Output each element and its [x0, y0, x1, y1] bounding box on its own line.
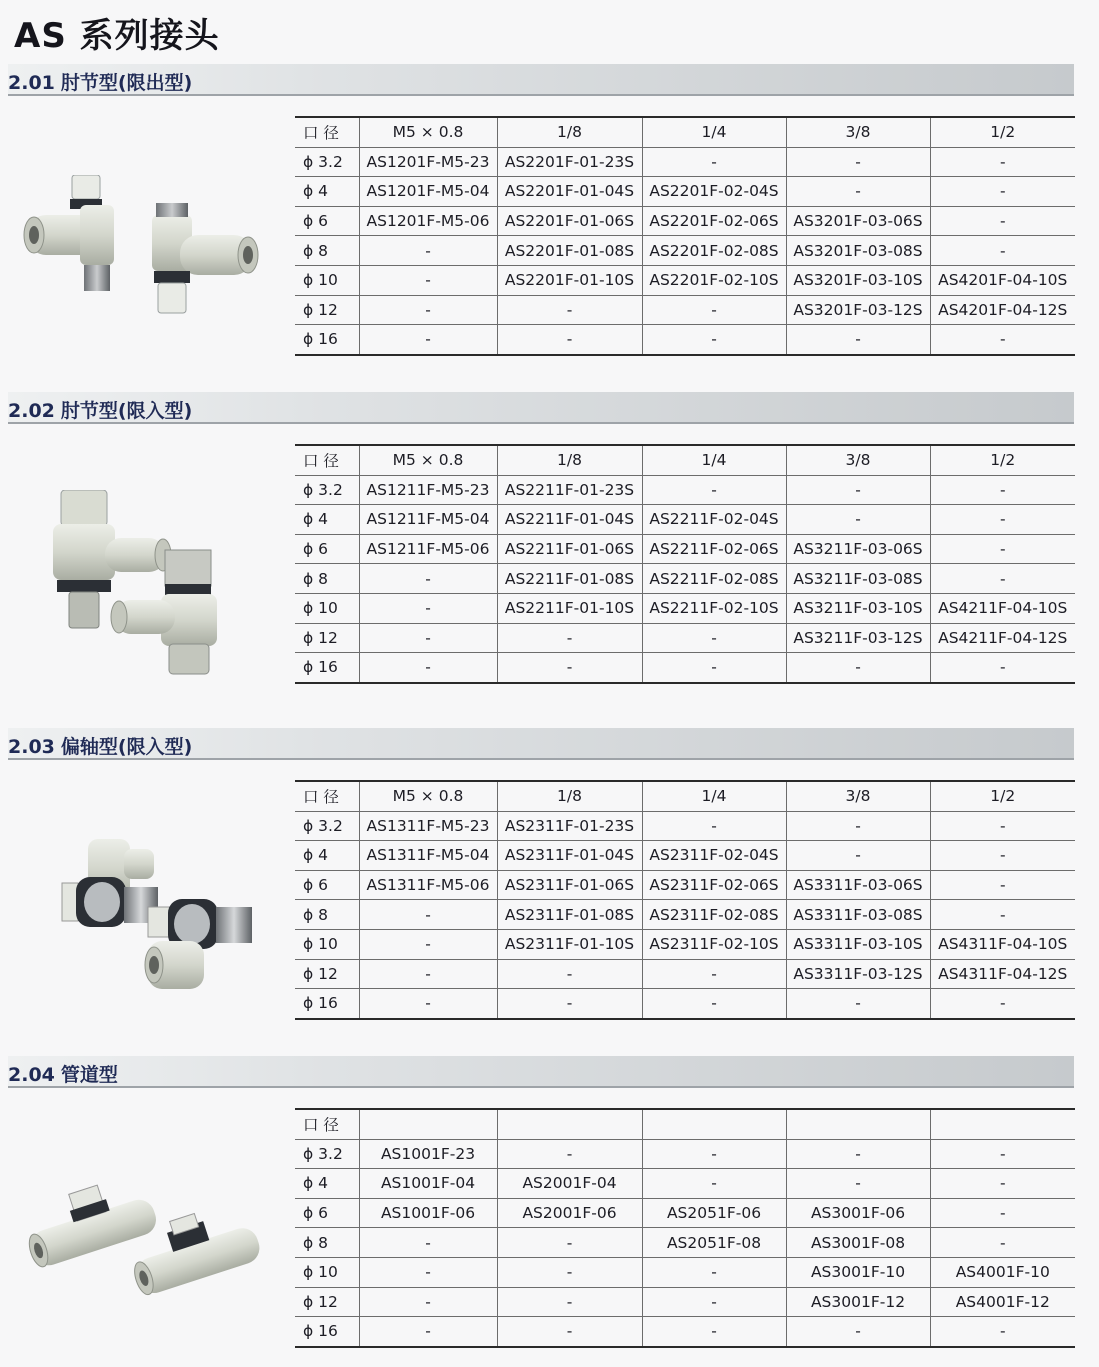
table-cell: - [642, 1169, 786, 1199]
table-cell: AS4201F-04-12S [930, 295, 1075, 325]
table-cell: - [359, 1287, 497, 1317]
table-cell: ϕ 3.2 [295, 1139, 359, 1169]
table-cell: - [359, 653, 497, 683]
table-cell: - [930, 900, 1075, 930]
table-cell: - [642, 1139, 786, 1169]
table-cell: - [930, 206, 1075, 236]
table-cell: ϕ 10 [295, 593, 359, 623]
table-cell: - [642, 325, 786, 355]
table-cell: AS1311F-M5-23 [359, 811, 497, 841]
table-cell: - [786, 653, 930, 683]
section-title [8, 68, 192, 95]
table-row [295, 929, 1075, 959]
table-cell: - [642, 1257, 786, 1287]
table-cell: ϕ 4 [295, 177, 359, 207]
table-cell: - [786, 325, 930, 355]
table-row [295, 593, 1075, 623]
table-cell: - [642, 475, 786, 505]
header-cell [930, 1109, 1075, 1139]
table-cell: - [497, 623, 642, 653]
table-cell: - [930, 841, 1075, 871]
page-title: AS 系列接头 [14, 16, 220, 56]
header-cell: 1/4 [642, 445, 786, 475]
table-cell: AS2201F-02-06S [642, 206, 786, 236]
section-name: 管道型 [60, 1064, 118, 1086]
table-cell: AS2001F-06 [497, 1198, 642, 1228]
table-cell: ϕ 6 [295, 870, 359, 900]
table-cell: AS4311F-04-12S [930, 959, 1075, 989]
table-row [295, 295, 1075, 325]
table-row [295, 1169, 1075, 1199]
table-cell: - [642, 653, 786, 683]
table-row [295, 475, 1075, 505]
table-cell: AS2211F-02-08S [642, 564, 786, 594]
section-name: 肘节型(限入型) [60, 400, 193, 422]
table-cell: AS3311F-03-10S [786, 929, 930, 959]
table-cell: AS4211F-04-10S [930, 593, 1075, 623]
section-name: 肘节型(限出型) [60, 72, 193, 94]
table-cell: ϕ 4 [295, 841, 359, 871]
table-cell: AS1211F-M5-04 [359, 505, 497, 535]
header-cell: 1/8 [497, 117, 642, 147]
table-cell: AS3201F-03-12S [786, 295, 930, 325]
table-cell: - [786, 1169, 930, 1199]
table-cell: - [359, 325, 497, 355]
table-cell: ϕ 10 [295, 265, 359, 295]
header-cell [642, 1109, 786, 1139]
section-title [8, 732, 192, 759]
table-cell: ϕ 10 [295, 1257, 359, 1287]
table-cell: - [497, 1317, 642, 1347]
table-row [295, 959, 1075, 989]
table-cell: AS2211F-01-08S [497, 564, 642, 594]
table-cell: - [930, 236, 1075, 266]
table-cell: - [930, 177, 1075, 207]
section-title [8, 396, 192, 423]
table-cell: ϕ 16 [303, 994, 338, 1013]
table-cell: - [786, 989, 930, 1019]
table-row [295, 325, 1075, 355]
table-cell: AS3311F-03-06S [786, 870, 930, 900]
header-cell: 1/2 [930, 781, 1075, 811]
table-cell: AS2201F-01-23S [497, 147, 642, 177]
table-cell: AS2201F-01-10S [497, 265, 642, 295]
table-row [295, 989, 1075, 1019]
table-row [295, 870, 1075, 900]
spec-table-2-04 [295, 1108, 1075, 1348]
table-cell: - [497, 1228, 642, 1258]
table-cell: - [786, 1139, 930, 1169]
table-row [295, 1287, 1075, 1317]
header-cell [359, 1109, 497, 1139]
table-cell: - [786, 147, 930, 177]
header-cell: 1/8 [497, 781, 642, 811]
table-header-row [295, 117, 1075, 147]
table-cell: AS2201F-01-08S [497, 236, 642, 266]
table-cell: AS3211F-03-10S [786, 593, 930, 623]
header-cell: 口 径 [295, 445, 359, 475]
section-number: 2.03 [8, 736, 55, 758]
table-row [295, 1139, 1075, 1169]
table-cell: AS3201F-03-08S [786, 236, 930, 266]
table-header-row [295, 1109, 1075, 1139]
table-cell: - [786, 841, 930, 871]
section-name: 偏轴型(限入型) [60, 736, 193, 758]
table-cell: AS1001F-04 [359, 1169, 497, 1199]
table-cell: - [642, 1317, 786, 1347]
table-cell: - [359, 593, 497, 623]
table-cell: AS4201F-04-10S [930, 265, 1075, 295]
table-cell: ϕ 16 [303, 658, 338, 677]
table-cell: - [930, 147, 1075, 177]
table-row [295, 841, 1075, 871]
table-cell: ϕ 8 [295, 236, 359, 266]
table-cell: AS2201F-02-08S [642, 236, 786, 266]
table-cell: - [786, 177, 930, 207]
table-cell: AS3001F-10 [786, 1257, 930, 1287]
header-cell: 3/8 [786, 781, 930, 811]
table-cell: AS3001F-12 [786, 1287, 930, 1317]
table-cell: AS1211F-M5-23 [359, 475, 497, 505]
header-cell: 口 径 [295, 781, 359, 811]
header-cell: 口 径 [295, 1109, 359, 1139]
table-cell: AS2211F-01-10S [497, 593, 642, 623]
table-cell: AS1311F-M5-04 [359, 841, 497, 871]
section-number: 2.01 [8, 72, 55, 94]
table-cell: ϕ 3.2 [295, 475, 359, 505]
table-cell: - [497, 989, 642, 1019]
table-cell: - [359, 1317, 497, 1347]
table-cell: ϕ 3.2 [295, 147, 359, 177]
table-cell: - [930, 989, 1075, 1019]
table-cell: ϕ 6 [295, 206, 359, 236]
table-cell: AS2311F-01-23S [497, 811, 642, 841]
elbow-fitting-meter-out-image [20, 175, 265, 325]
table-cell: - [930, 1317, 1075, 1347]
table-cell: - [930, 870, 1075, 900]
table-cell: ϕ 3.2 [295, 811, 359, 841]
table-row [295, 653, 1075, 683]
header-cell: 1/4 [642, 781, 786, 811]
table-cell: AS4001F-12 [930, 1287, 1075, 1317]
offset-fitting-image [28, 835, 258, 995]
table-cell: AS4001F-10 [930, 1257, 1075, 1287]
table-cell: - [359, 900, 497, 930]
table-cell: ϕ 12 [295, 295, 359, 325]
table-cell: - [359, 929, 497, 959]
table-row [295, 564, 1075, 594]
table-cell: - [642, 959, 786, 989]
table-cell: - [930, 1228, 1075, 1258]
table-cell: AS3001F-06 [786, 1198, 930, 1228]
table-cell: AS2051F-08 [642, 1228, 786, 1258]
table-cell: - [930, 505, 1075, 535]
table-cell: ϕ 4 [295, 1169, 359, 1199]
table-cell: - [930, 534, 1075, 564]
table-cell: - [497, 295, 642, 325]
table-row [295, 177, 1075, 207]
table-cell: AS2201F-02-10S [642, 265, 786, 295]
table-row [295, 1198, 1075, 1228]
table-cell: - [497, 653, 642, 683]
table-cell: AS1201F-M5-23 [359, 147, 497, 177]
table-cell: - [642, 989, 786, 1019]
table-cell: AS3211F-03-12S [786, 623, 930, 653]
table-cell: ϕ 8 [295, 1228, 359, 1258]
section-number: 2.02 [8, 400, 55, 422]
table-cell: AS2311F-01-06S [497, 870, 642, 900]
table-cell: - [642, 295, 786, 325]
table-row [295, 505, 1075, 535]
table-cell: ϕ 8 [295, 564, 359, 594]
table-cell: - [497, 325, 642, 355]
table-cell: AS2311F-02-06S [642, 870, 786, 900]
table-row [295, 623, 1075, 653]
table-cell: AS2211F-02-04S [642, 505, 786, 535]
table-cell: AS1201F-M5-04 [359, 177, 497, 207]
table-cell: - [786, 475, 930, 505]
table-row [295, 1228, 1075, 1258]
table-cell: - [930, 811, 1075, 841]
table-cell: ϕ 8 [295, 900, 359, 930]
table-cell: AS3201F-03-06S [786, 206, 930, 236]
section-header-bar [8, 1056, 1074, 1088]
table-cell: AS2211F-01-06S [497, 534, 642, 564]
header-cell: 1/2 [930, 117, 1075, 147]
table-cell: AS2311F-01-08S [497, 900, 642, 930]
table-cell: AS2311F-01-10S [497, 929, 642, 959]
table-cell: - [930, 1198, 1075, 1228]
table-cell: ϕ 6 [295, 534, 359, 564]
table-cell: - [642, 147, 786, 177]
table-cell: ϕ 6 [295, 1198, 359, 1228]
header-cell: 3/8 [786, 445, 930, 475]
header-cell: 口 径 [295, 117, 359, 147]
header-cell: M5 × 0.8 [359, 117, 497, 147]
table-cell: - [642, 1287, 786, 1317]
table-cell: AS2311F-02-08S [642, 900, 786, 930]
table-cell: AS2311F-02-04S [642, 841, 786, 871]
table-cell: - [930, 325, 1075, 355]
table-cell: AS3311F-03-12S [786, 959, 930, 989]
table-cell: - [642, 811, 786, 841]
table-cell: - [497, 1139, 642, 1169]
table-header-row [295, 445, 1075, 475]
table-cell: AS2001F-04 [497, 1169, 642, 1199]
table-row [295, 206, 1075, 236]
table-cell: - [359, 265, 497, 295]
table-cell: AS2201F-01-06S [497, 206, 642, 236]
table-cell: ϕ 16 [303, 1322, 338, 1341]
section-number: 2.04 [8, 1064, 55, 1086]
table-cell: AS3001F-08 [786, 1228, 930, 1258]
table-cell: AS3211F-03-08S [786, 564, 930, 594]
table-cell: ϕ 12 [295, 1287, 359, 1317]
section-title [8, 1060, 118, 1087]
table-cell: - [930, 1139, 1075, 1169]
table-row [295, 900, 1075, 930]
table-cell: - [497, 1287, 642, 1317]
table-cell: AS2311F-02-10S [642, 929, 786, 959]
table-cell: AS4211F-04-12S [930, 623, 1075, 653]
header-cell [786, 1109, 930, 1139]
table-cell: AS3311F-03-08S [786, 900, 930, 930]
table-cell: AS2211F-02-06S [642, 534, 786, 564]
table-cell: - [786, 505, 930, 535]
table-row [295, 236, 1075, 266]
table-cell: ϕ 4 [295, 505, 359, 535]
table-cell: - [359, 236, 497, 266]
table-cell: - [786, 811, 930, 841]
header-cell: 1/8 [497, 445, 642, 475]
table-cell: AS2211F-01-04S [497, 505, 642, 535]
table-cell: ϕ 10 [295, 929, 359, 959]
header-cell: M5 × 0.8 [359, 781, 497, 811]
table-cell: AS4311F-04-10S [930, 929, 1075, 959]
table-row [295, 534, 1075, 564]
elbow-fitting-meter-in-image [45, 490, 245, 680]
spec-table-2-03 [295, 780, 1075, 1020]
table-cell: ϕ 16 [303, 330, 338, 349]
table-cell: - [359, 959, 497, 989]
table-cell: - [359, 623, 497, 653]
table-cell: AS2211F-02-10S [642, 593, 786, 623]
table-cell: - [930, 1169, 1075, 1199]
header-cell: M5 × 0.8 [359, 445, 497, 475]
table-row [295, 1317, 1075, 1347]
header-cell: 1/4 [642, 117, 786, 147]
table-cell: - [786, 1317, 930, 1347]
table-cell: - [497, 1257, 642, 1287]
table-row [295, 265, 1075, 295]
table-cell: - [930, 653, 1075, 683]
table-header-row [295, 781, 1075, 811]
table-cell: AS2311F-01-04S [497, 841, 642, 871]
table-cell: AS1001F-06 [359, 1198, 497, 1228]
table-cell: - [930, 475, 1075, 505]
table-cell: AS2201F-01-04S [497, 177, 642, 207]
table-cell: - [359, 564, 497, 594]
table-cell: AS2211F-01-23S [497, 475, 642, 505]
table-cell: AS3201F-03-10S [786, 265, 930, 295]
table-cell: - [359, 989, 497, 1019]
table-cell: AS1311F-M5-06 [359, 870, 497, 900]
in-line-fitting-image [25, 1180, 265, 1310]
table-cell: AS1001F-23 [359, 1139, 497, 1169]
table-cell: ϕ 12 [295, 959, 359, 989]
table-cell: AS2051F-06 [642, 1198, 786, 1228]
table-cell: ϕ 12 [295, 623, 359, 653]
table-row [295, 1257, 1075, 1287]
table-row [295, 811, 1075, 841]
header-cell: 3/8 [786, 117, 930, 147]
table-cell: AS3211F-03-06S [786, 534, 930, 564]
table-cell: AS2201F-02-04S [642, 177, 786, 207]
table-cell: - [359, 1228, 497, 1258]
spec-table-2-02 [295, 444, 1075, 684]
table-cell: - [930, 564, 1075, 594]
table-cell: - [497, 959, 642, 989]
header-cell [497, 1109, 642, 1139]
table-cell: - [359, 1257, 497, 1287]
header-cell: 1/2 [930, 445, 1075, 475]
table-cell: - [359, 295, 497, 325]
table-cell: AS1201F-M5-06 [359, 206, 497, 236]
table-row [295, 147, 1075, 177]
spec-table-2-01 [295, 116, 1075, 356]
table-cell: - [642, 623, 786, 653]
table-cell: AS1211F-M5-06 [359, 534, 497, 564]
